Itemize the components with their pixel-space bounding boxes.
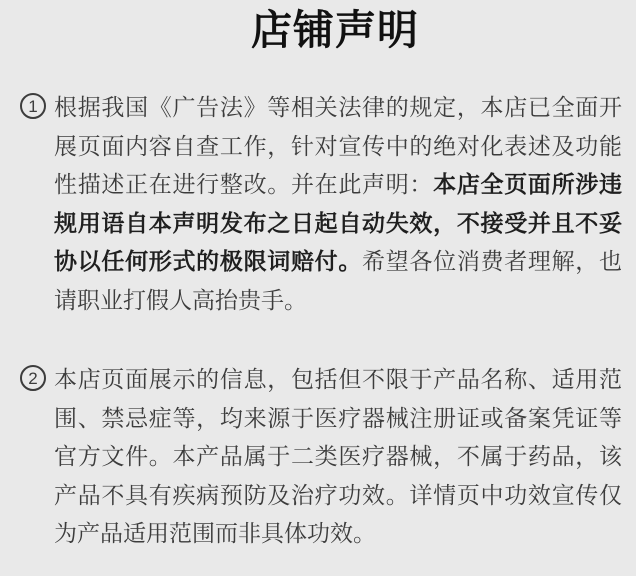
paragraph-bold-segment: 本店全页面所涉违规用语自本声明发布之日起自动失效，不接受并且不妥协以任何形式的极限词赔付。: [54, 171, 623, 274]
circled-number-1-icon: 1: [20, 93, 46, 119]
statement-paragraph-1: [20, 88, 622, 319]
circled-number-2-icon: 2: [20, 365, 46, 391]
paragraph-text-segment: 希望各位消费者理解，也请职业打假人高抬贵手。: [54, 248, 623, 313]
paragraph-text-segment: 根据我国《广告法》等相关法律的规定，本店已全面开展页面内容自查工作，针对宣传中的绝对化表述及功能性描述正在进行整改。并在此声明：: [54, 94, 622, 197]
statement-body: [0, 88, 636, 553]
statement-paragraph-2: [20, 360, 622, 553]
paragraph-text-segment: 本店页面展示的信息，包括但不限于产品名称、适用范围、禁忌症等，均来源于医疗器械注册证或备案凭证等官方文件。本产品属于二类医疗器械，不属于药品，该产品不具有疾病预防及治疗功效。详情页中功效宣传仅为产品适用范围而非具体功效。: [54, 366, 622, 546]
statement-title: 店铺声明: [251, 7, 419, 53]
